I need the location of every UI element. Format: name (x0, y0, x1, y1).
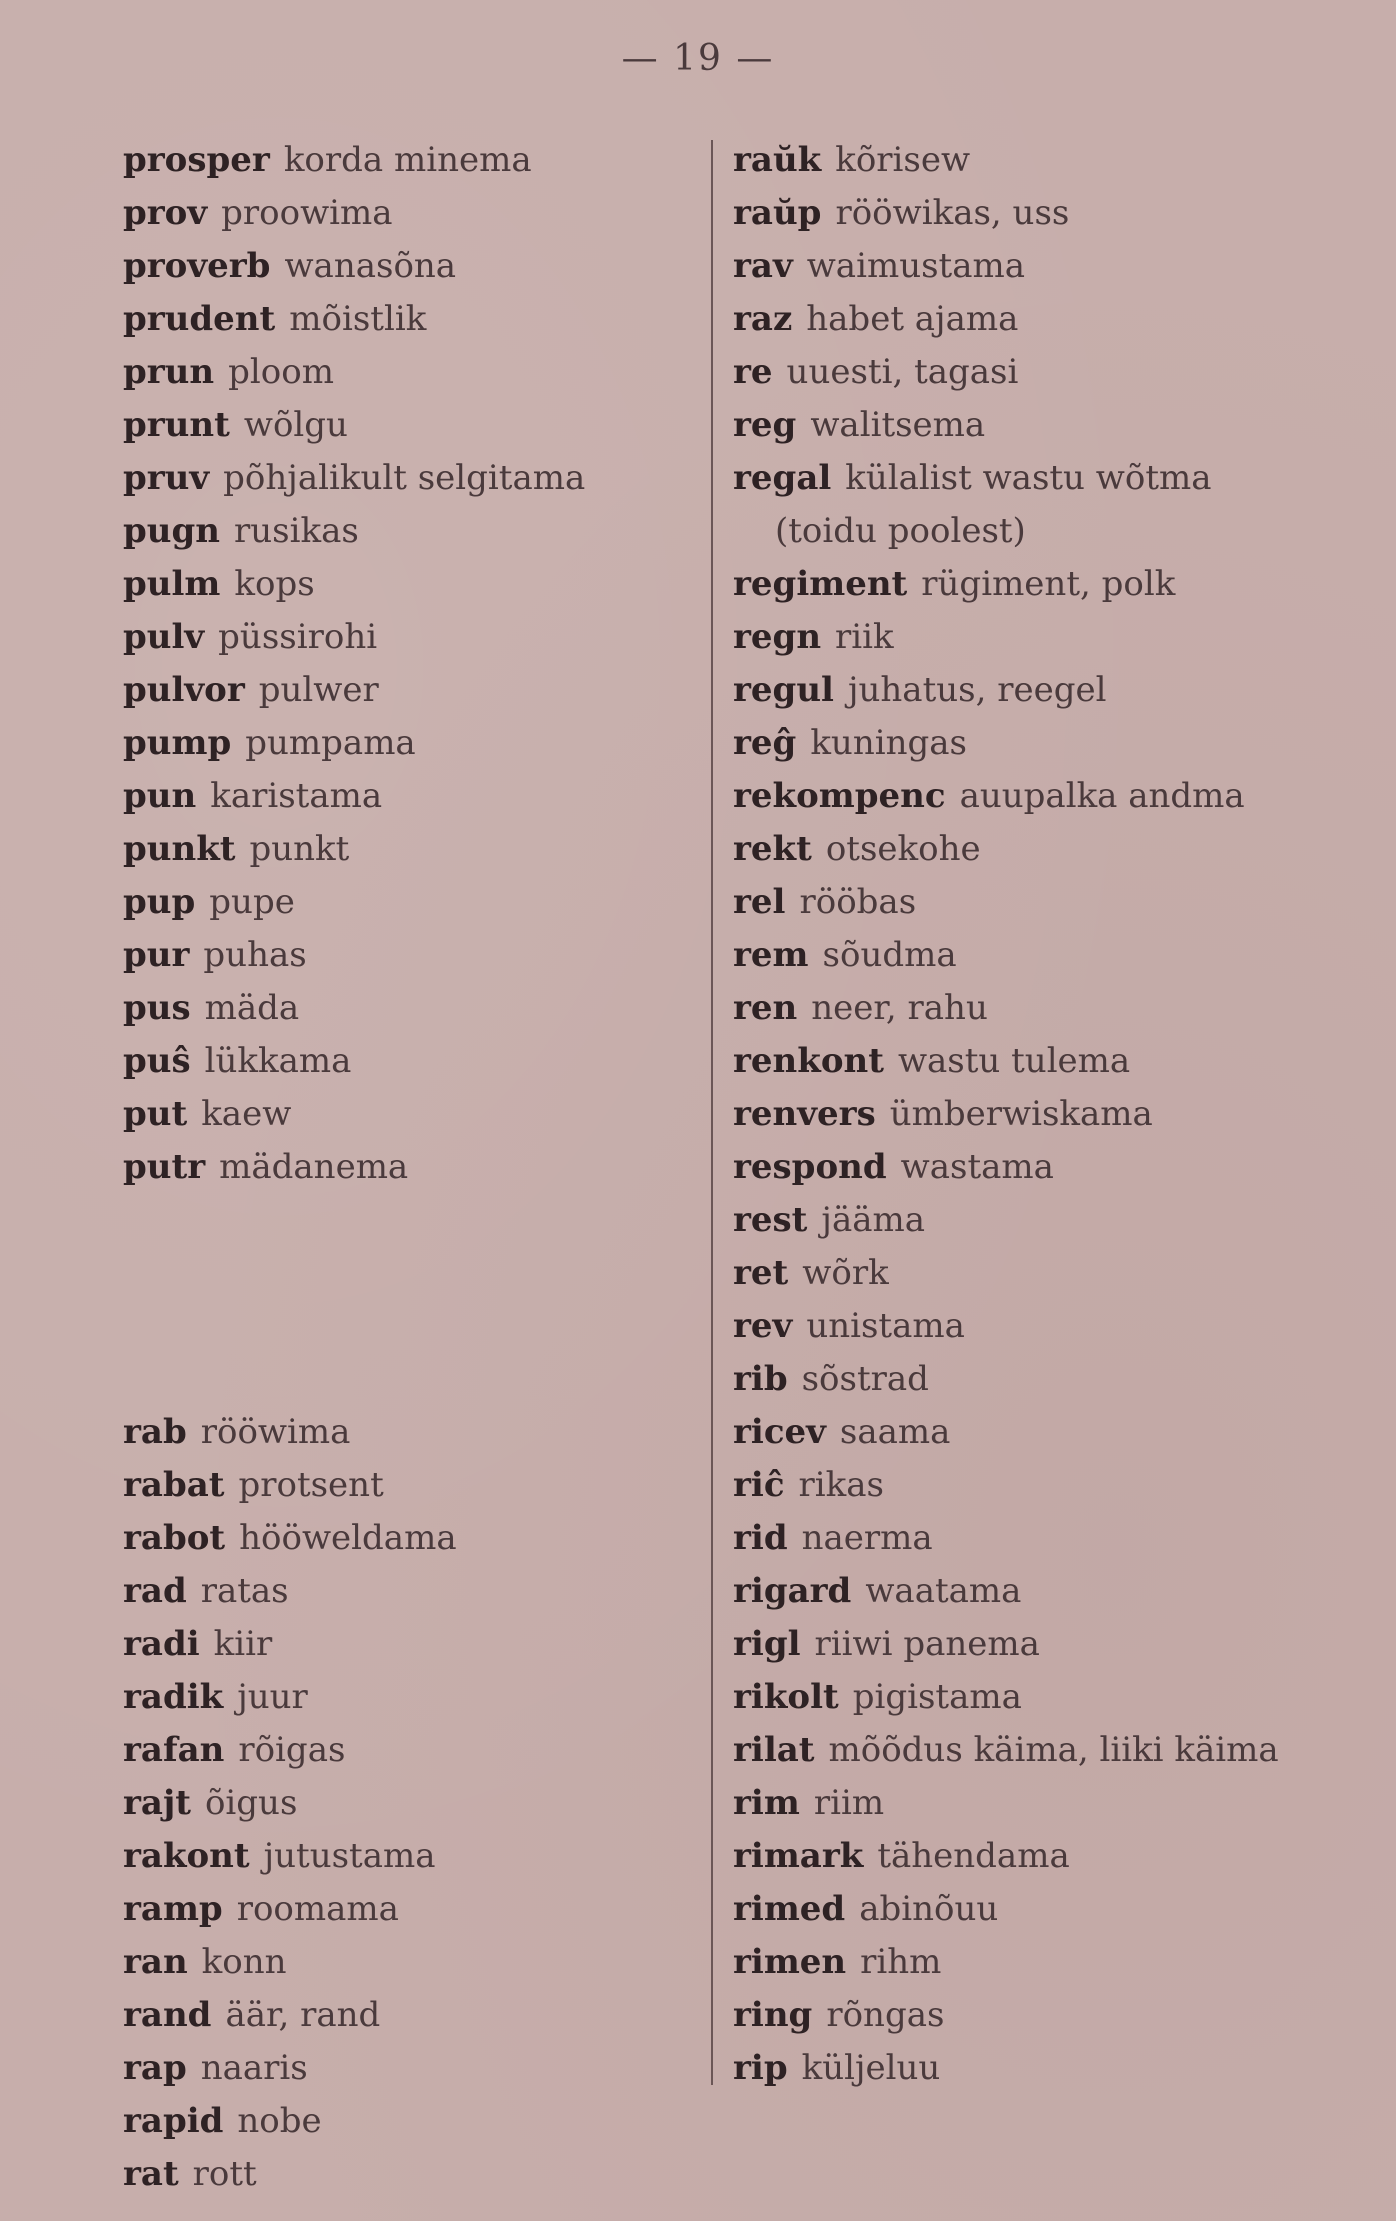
dictionary-entry (733, 1830, 1333, 1883)
headword: raŭp (733, 193, 822, 233)
translation: ümberwiskama (889, 1094, 1153, 1134)
translation: riim (813, 1783, 885, 1823)
translation: tähendama (877, 1836, 1070, 1876)
headword: rip (733, 2048, 788, 2088)
dictionary-entry (123, 664, 683, 717)
translation: auupalka andma (959, 776, 1245, 816)
translation: lükkama (204, 1041, 352, 1081)
dictionary-entry (123, 399, 683, 452)
headword: rad (123, 1571, 187, 1611)
dictionary-entry (733, 452, 1333, 505)
dictionary-entry (123, 505, 683, 558)
dictionary-entry (123, 1406, 683, 1459)
translation: pupe (209, 882, 295, 922)
translation: unistama (806, 1306, 965, 1346)
dictionary-entry (733, 1883, 1333, 1936)
dictionary-entry (733, 1724, 1333, 1777)
translation: rikas (798, 1465, 884, 1505)
dictionary-entry (733, 2042, 1333, 2095)
headword: regiment (733, 564, 908, 604)
headword: rev (733, 1306, 793, 1346)
headword: rim (733, 1783, 800, 1823)
translation: naaris (200, 2048, 308, 2088)
headword: ret (733, 1253, 789, 1293)
translation: jääma (821, 1200, 925, 1240)
headword: regn (733, 617, 822, 657)
translation: mõõdus käima, liiki käima (828, 1730, 1279, 1770)
translation: pigistama (852, 1677, 1022, 1717)
dictionary-entry (733, 505, 1333, 558)
dictionary-entry (733, 1353, 1333, 1406)
dictionary-entry (733, 1088, 1333, 1141)
dictionary-entry (123, 1565, 683, 1618)
headword: rigl (733, 1624, 801, 1664)
translation: rõngas (826, 1995, 945, 2035)
translation: õigus (204, 1783, 298, 1823)
translation: nobe (237, 2101, 322, 2141)
headword: rest (733, 1200, 808, 1240)
headword: rapid (123, 2101, 224, 2141)
dictionary-entry (123, 1989, 683, 2042)
dictionary-entry (123, 452, 683, 505)
dictionary-entry (733, 558, 1333, 611)
translation: külalist wastu wõtma (845, 458, 1212, 498)
translation: waimustama (806, 246, 1025, 286)
headword: rekt (733, 829, 812, 869)
headword: respond (733, 1147, 887, 1187)
translation: rööwima (200, 1412, 351, 1452)
translation: sõudma (822, 935, 957, 975)
translation: protsent (238, 1465, 384, 1505)
translation: neer, rahu (811, 988, 988, 1028)
dictionary-entry (733, 611, 1333, 664)
headword: rimen (733, 1942, 847, 1982)
headword: prun (123, 352, 215, 392)
headword: put (123, 1094, 188, 1134)
translation: otsekohe (825, 829, 981, 869)
headword: regal (733, 458, 832, 498)
dictionary-entry (733, 1618, 1333, 1671)
dictionary-entry (733, 346, 1333, 399)
dictionary-entry (733, 929, 1333, 982)
dictionary-entry (123, 1512, 683, 1565)
headword: pun (123, 776, 197, 816)
headword: putr (123, 1147, 206, 1187)
headword: rat (123, 2154, 179, 2194)
translation: puhas (203, 935, 307, 975)
headword: re (733, 352, 773, 392)
headword: prudent (123, 299, 276, 339)
translation: rööbas (799, 882, 917, 922)
headword: rimark (733, 1836, 864, 1876)
translation: jutustama (263, 1836, 436, 1876)
headword: ring (733, 1995, 813, 2035)
dictionary-entry (733, 1247, 1333, 1300)
headword: regul (733, 670, 834, 710)
translation: kaew (201, 1094, 292, 1134)
column-divider (711, 140, 713, 2085)
translation: pulwer (258, 670, 379, 710)
translation: sõstrad (801, 1359, 929, 1399)
dictionary-entry (733, 399, 1333, 452)
entry-group-p (123, 134, 683, 1194)
translation: ploom (228, 352, 334, 392)
headword: rabat (123, 1465, 225, 1505)
headword: rekompenc (733, 776, 946, 816)
headword: pulvor (123, 670, 245, 710)
translation: wõlgu (243, 405, 348, 445)
translation: ratas (200, 1571, 289, 1611)
headword: pup (123, 882, 196, 922)
dictionary-entry (123, 1035, 683, 1088)
dictionary-entry (123, 346, 683, 399)
dictionary-entry (733, 717, 1333, 770)
dictionary-entry (733, 1671, 1333, 1724)
dictionary-entry (733, 876, 1333, 929)
translation: konn (201, 1942, 287, 1982)
headword: rel (733, 882, 786, 922)
translation: waatama (865, 1571, 1022, 1611)
headword: prunt (123, 405, 230, 445)
dictionary-entry (123, 1830, 683, 1883)
headword: prov (123, 193, 208, 233)
dictionary-entry (733, 982, 1333, 1035)
translation: riik (835, 617, 894, 657)
dictionary-entry (123, 240, 683, 293)
headword: rimed (733, 1889, 846, 1929)
left-column (123, 134, 683, 2201)
headword: rilat (733, 1730, 815, 1770)
headword: puŝ (123, 1041, 191, 1081)
dictionary-entry (123, 770, 683, 823)
dictionary-entry (123, 1141, 683, 1194)
right-column (733, 134, 1333, 2095)
dictionary-entry (733, 770, 1333, 823)
translation: punkt (249, 829, 350, 869)
translation: mõistlik (289, 299, 427, 339)
headword: rap (123, 2048, 187, 2088)
translation: karistama (210, 776, 383, 816)
dictionary-entry (123, 982, 683, 1035)
dictionary-entry (733, 1989, 1333, 2042)
dictionary-entry (123, 1724, 683, 1777)
headword: pulv (123, 617, 205, 657)
headword: raŭk (733, 140, 822, 180)
dictionary-entry (733, 823, 1333, 876)
translation: kops (234, 564, 315, 604)
translation: riiwi panema (814, 1624, 1040, 1664)
headword: renkont (733, 1041, 884, 1081)
dictionary-entry (123, 134, 683, 187)
dictionary-entry (123, 1777, 683, 1830)
translation: walitsema (810, 405, 986, 445)
headword: renvers (733, 1094, 876, 1134)
translation: rööwikas, uss (835, 193, 1070, 233)
entry-group-right (733, 134, 1333, 2095)
headword: raz (733, 299, 793, 339)
dictionary-entry (733, 1936, 1333, 1989)
dictionary-entry (123, 187, 683, 240)
translation: hööweldama (239, 1518, 457, 1558)
headword: pur (123, 935, 190, 975)
dictionary-entry (123, 1671, 683, 1724)
headword: pugn (123, 511, 220, 551)
dictionary-entry (123, 1936, 683, 1989)
dictionary-entry (733, 1194, 1333, 1247)
dictionary-entry (123, 1618, 683, 1671)
translation: wastu tulema (897, 1041, 1131, 1081)
dictionary-entry (123, 929, 683, 982)
translation: uuesti, tagasi (786, 352, 1019, 392)
translation: kiir (213, 1624, 273, 1664)
translation: rott (192, 2154, 257, 2194)
headword: pus (123, 988, 191, 1028)
headword: ren (733, 988, 798, 1028)
headword: riĉ (733, 1465, 785, 1505)
dictionary-entry (123, 293, 683, 346)
translation: äär, rand (225, 1995, 381, 2035)
translation: roomama (236, 1889, 399, 1929)
dictionary-entry (733, 664, 1333, 717)
dictionary-entry (123, 611, 683, 664)
translation: põhjalikult selgitama (223, 458, 586, 498)
headword: proverb (123, 246, 271, 286)
translation: pumpama (245, 723, 416, 763)
dictionary-entry (733, 293, 1333, 346)
dictionary-entry (123, 1459, 683, 1512)
headword: ran (123, 1942, 188, 1982)
translation: kõrisew (835, 140, 971, 180)
dictionary-entry (123, 1088, 683, 1141)
headword: rigard (733, 1571, 852, 1611)
translation: wastama (900, 1147, 1054, 1187)
dictionary-entry (733, 134, 1333, 187)
headword: rid (733, 1518, 788, 1558)
dictionary-entry (733, 1035, 1333, 1088)
dictionary-entry (123, 717, 683, 770)
dictionary-entry (123, 823, 683, 876)
dictionary-entry (733, 1459, 1333, 1512)
headword: rib (733, 1359, 788, 1399)
translation: abinõuu (859, 1889, 999, 1929)
translation: juur (237, 1677, 308, 1717)
headword: prosper (123, 140, 270, 180)
headword: rand (123, 1995, 212, 2035)
translation: rusikas (234, 511, 359, 551)
translation: küljeluu (801, 2048, 941, 2088)
dictionary-entry (123, 2095, 683, 2148)
headword: punkt (123, 829, 236, 869)
translation: rihm (860, 1942, 942, 1982)
headword: rafan (123, 1730, 225, 1770)
dictionary-entry (123, 2042, 683, 2095)
translation: proowima (221, 193, 393, 233)
headword: ricev (733, 1412, 826, 1452)
dictionary-entry (123, 1883, 683, 1936)
translation: korda minema (283, 140, 532, 180)
translation: wõrk (802, 1253, 889, 1293)
headword: radik (123, 1677, 224, 1717)
headword: rakont (123, 1836, 250, 1876)
page-number: — 19 — (621, 38, 775, 79)
headword: ramp (123, 1889, 223, 1929)
dictionary-entry (733, 1141, 1333, 1194)
translation: püssirohi (218, 617, 378, 657)
translation: wanasõna (284, 246, 457, 286)
translation: (toidu poolest) (775, 511, 1026, 551)
dictionary-entry (733, 1300, 1333, 1353)
headword: rem (733, 935, 809, 975)
headword: reg (733, 405, 797, 445)
translation: habet ajama (806, 299, 1019, 339)
headword: rajt (123, 1783, 191, 1823)
headword: pruv (123, 458, 210, 498)
translation: naerma (801, 1518, 933, 1558)
headword: pulm (123, 564, 221, 604)
headword: pump (123, 723, 232, 763)
dictionary-entry (733, 1565, 1333, 1618)
translation: rõigas (238, 1730, 346, 1770)
translation: juhatus, reegel (847, 670, 1107, 710)
translation: mädanema (219, 1147, 409, 1187)
dictionary-entry (733, 1512, 1333, 1565)
headword: reĝ (733, 723, 797, 763)
entry-group-r (123, 1406, 683, 2201)
dictionary-entry (123, 2148, 683, 2201)
dictionary-entry (733, 240, 1333, 293)
translation: rügiment, polk (921, 564, 1176, 604)
headword: rab (123, 1412, 187, 1452)
headword: rabot (123, 1518, 226, 1558)
translation: kuningas (810, 723, 967, 763)
headword: rav (733, 246, 793, 286)
section-gap (123, 1194, 683, 1406)
translation: saama (839, 1412, 951, 1452)
dictionary-entry (733, 187, 1333, 240)
dictionary-entry (733, 1777, 1333, 1830)
dictionary-entry (733, 1406, 1333, 1459)
headword: radi (123, 1624, 200, 1664)
headword: rikolt (733, 1677, 839, 1717)
translation: mäda (204, 988, 300, 1028)
dictionary-entry (123, 558, 683, 611)
dictionary-entry (123, 876, 683, 929)
